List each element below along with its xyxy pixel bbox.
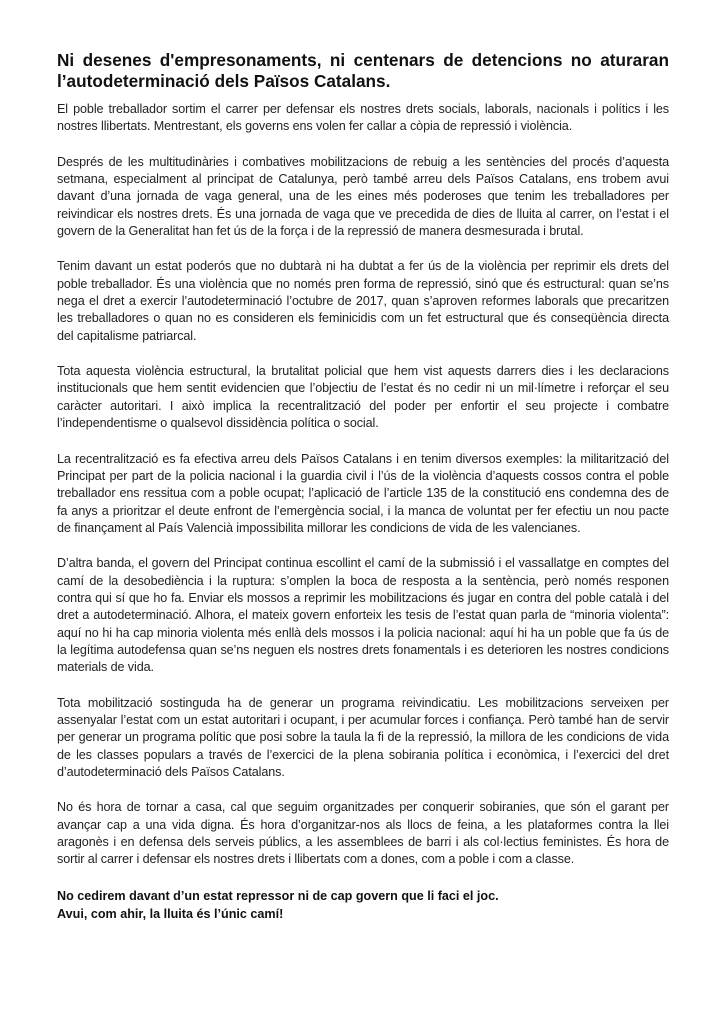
- paragraph-8: No és hora de tornar a casa, cal que seguim organitzades per conquerir sobiranies, que són el garant per avançar cap a una vida digna. És hora d’organitzar-nos als llocs de feina, a les plataformes contra la llei aragonès i en defensa dels serveis públics, a les assemblees de barri i als col·lectius feministes. És hora de sortir al carrer i defensar els nostres drets i llibertats com a dones, com a poble i com a classe.: [57, 800, 669, 867]
- paragraph-3: Tenim davant un estat poderós que no dubtarà ni ha dubtat a fer ús de la violència per reprimir els drets del poble treballador. És una violència que no només pren forma de repressió, sinó que és estructural: quan se’ns nega el dret a exercir l’autodeterminació l’octubre de 2017, quan s’aproven reformes laborals que precaritzen les treballadores o quan no es consideren els feminicidis com un fet estructural que és conseqüència directa del capitalisme patriarcal.: [57, 259, 669, 343]
- paragraph-2: Després de les multitudinàries i combatives mobilitzacions de rebuig a les sentències del procés d’aquesta setmana, especialment al principat de Catalunya, però també arreu dels Països Catalans, ens trobem avui davant d’una jornada de vaga general, una de les eines més poderoses que tenim les treballadores per reivindicar els nostres drets. És una jornada de vaga que ve precedida de dies de lluita al carrer, on l’estat i el govern de la Generalitat han fet ús de la força i de la repressió de manera desmesurada i brutal.: [57, 154, 669, 239]
- paragraph-7: Tota mobilització sostinguda ha de generar un programa reivindicatiu. Les mobilitzacions serveixen per assenyalar l’estat com un estat autoritari i ocupant, i per acumular forces i confiança. Però també han de servir per generar un programa polític que posi sobre la taula la fi de la repressió, la millora de les condicions de vida de les classes populars a través de l’exercici de la plena sobirania política i econòmica, i l’exercici del dret d’autodeterminació dels Països Catalans.: [57, 695, 669, 779]
- paragraph-6: D’altra banda, el govern del Principat continua escollint el camí de la submissió i el vassallatge en comptes del camí de la desobediència i la ruptura: s’omplen la boca de resposta a la sentència, però només responen contra qui sí que ho fa. Enviar els mossos a reprimir les mobilitzacions és jugar en contra del poble català i del dret a autodeterminació. Alhora, el mateix govern enforteix les tesis de l’estat quan parla de “minoria violenta”: aquí no hi ha cap minoria violenta més enllà dels mossos i la policia nacional: aquí hi ha un poble que fa ús de la legítima autodefensa quan se’ns neguen els nostres drets fonamentals i es deterioren les nostres condicions materials de vida.: [57, 556, 669, 675]
- closing-line-1: No cedirem davant d’un estat repressor ni de cap govern que li faci el joc.: [57, 888, 499, 903]
- paragraph-5: La recentralització es fa efectiva arreu dels Països Catalans i en tenim diversos exemples: la militarització del Principat per part de la policia nacional i la guardia civil i l’ús de la violència d’aquests cossos contra el poble treballador ens ressitua com a poble ocupat; l’aplicació de l’article 135 de la constitució ens condemna des de fa anys a prioritzar el deute enfront de l’emergència social, i la manca de voluntat per fer efectiu un nou pacte de finançament al País Valencià impossibilita millorar les condicions de vida de les valencianes.: [57, 451, 669, 535]
- document-title: Ni desenes d'empresonaments, ni centenars de detencions no aturaran l’autodeterminació dels Països Catalans.: [57, 50, 669, 91]
- closing-statement: [57, 887, 669, 923]
- paragraph-1: El poble treballador sortim el carrer per defensar els nostres drets socials, laborals, nacionals i polítics i les nostres llibertats. Mentrestant, els governs ens volen fer callar a còpia de repressió i violència.: [57, 102, 669, 134]
- paragraph-4: Tota aquesta violència estructural, la brutalitat policial que hem vist aquests darrers dies i les declaracions institucionals que hem sentit evidencien que l’objectiu de l’estat és no cedir ni un mil·límetre i reforçar el seu caràcter autoritari. I això implica la recentralització del poder per enfortir el seu projecte i combatre l’independentisme o qualsevol dissidència política o social.: [57, 364, 669, 431]
- document-page: [57, 50, 669, 923]
- closing-line-2: Avui, com ahir, la lluita és l’únic camí!: [57, 906, 284, 921]
